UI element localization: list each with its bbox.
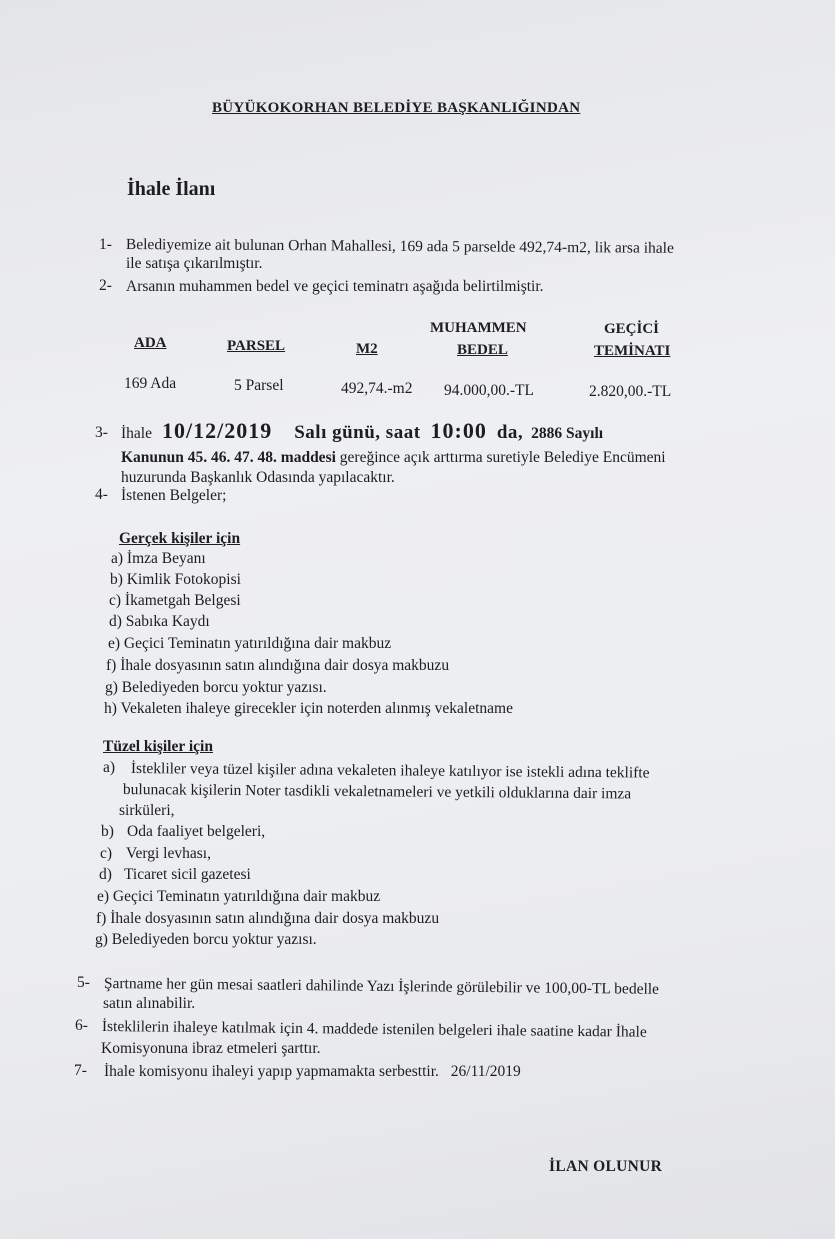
- tuzel-item-e: e) Geçici Teminatın yatırıldığına dair makbuz: [97, 888, 381, 905]
- auction-day: Salı günü, saat: [294, 422, 421, 443]
- auction-da: da,: [496, 422, 524, 443]
- tuzel-item-b-label: b): [101, 823, 114, 840]
- gercek-heading: Gerçek kişiler için: [119, 530, 241, 547]
- item-2-number: 2-: [99, 277, 112, 294]
- gercek-item-a: a) İmza Beyanı: [111, 550, 206, 567]
- item-3-number: 3-: [95, 424, 108, 441]
- tuzel-item-c-text: Vergi levhası,: [126, 845, 211, 862]
- item-2-text: Arsanın muhammen bedel ve geçici teminatrı aşağıda belirtilmiştir.: [126, 278, 544, 295]
- law-number: 2886 Sayılı: [531, 425, 604, 442]
- table-cell-m2: 492,74.-m2: [341, 380, 413, 397]
- item-5-line-1: Şartname her gün mesai saatleri dahilinde Yazı İşlerinde görülebilir ve 100,00-TL bedelle: [103, 975, 660, 998]
- table-cell-teminat: 2.820,00.-TL: [589, 383, 672, 400]
- tuzel-item-d-text: Ticaret sicil gazetesi: [124, 866, 251, 883]
- item-5-line-2: satın alınabilir.: [103, 995, 196, 1012]
- item-4-text: İstenen Belgeler;: [121, 487, 227, 504]
- table-header-bedel: BEDEL: [457, 342, 508, 358]
- item-3-line-2-rest: gereğince açık arttırma suretiyle Belediye Encümeni: [339, 449, 666, 466]
- gercek-item-f: f) İhale dosyasının satın alındığına dair dosya makbuzu: [106, 657, 450, 674]
- item-3-line-1: [121, 418, 603, 444]
- gercek-item-e: e) Geçici Teminatın yatırıldığına dair makbuz: [108, 635, 392, 652]
- tuzel-item-g: g) Belediyeden borcu yoktur yazısı.: [95, 931, 317, 948]
- tuzel-item-d-label: d): [99, 866, 112, 883]
- gercek-item-h: h) Vekaleten ihaleye girecekler için noterden alınmış vekaletname: [104, 700, 513, 717]
- law-articles: Kanunun 45. 46. 47. 48. maddesi: [121, 449, 336, 466]
- item-3-line-3: huzurunda Başkanlık Odasında yapılacaktır.: [121, 469, 395, 486]
- gercek-item-b: b) Kimlik Fotokopisi: [110, 571, 241, 588]
- tuzel-item-a-line-3: sirküleri,: [119, 802, 175, 819]
- gercek-item-d: d) Sabıka Kaydı: [109, 613, 210, 630]
- auction-time: 10:00: [430, 418, 487, 443]
- item-7-line: [104, 1063, 521, 1081]
- item-3-line-2: [121, 449, 666, 467]
- item-4-number: 4-: [95, 486, 108, 503]
- closing-statement: İLAN OLUNUR: [549, 1158, 663, 1175]
- item-3-ihale: İhale: [121, 425, 152, 442]
- item-6-number: 6-: [75, 1017, 88, 1034]
- tuzel-item-a-label: a): [103, 759, 116, 776]
- tuzel-item-f: f) İhale dosyasının satın alındığına dair dosya makbuzu: [96, 910, 440, 927]
- tuzel-heading: Tüzel kişiler için: [103, 738, 213, 755]
- table-header-m2: M2: [356, 341, 378, 357]
- item-1-line-2: ile satışa çıkarılmıştır.: [126, 255, 263, 272]
- announcement-date: 26/11/2019: [450, 1063, 521, 1080]
- item-1-number: 1-: [99, 236, 112, 253]
- tuzel-item-a-line-1: İstekliler veya tüzel kişiler adına vekaleten ihaleye katılıyor ise istekli adına teklifte: [130, 760, 650, 782]
- document-title: İhale İlanı: [127, 178, 216, 200]
- table-cell-bedel: 94.000,00.-TL: [444, 382, 534, 399]
- auction-date: 10/12/2019: [161, 418, 273, 443]
- item-7-text: İhale komisyonu ihaleyi yapıp yapmamakta serbesttir.: [104, 1063, 439, 1080]
- gercek-item-c: c) İkametgah Belgesi: [109, 592, 241, 609]
- gercek-item-g: g) Belediyeden borcu yoktur yazısı.: [105, 679, 327, 696]
- item-5-number: 5-: [77, 974, 90, 991]
- table-header-ada: ADA: [134, 335, 167, 351]
- tuzel-item-b-text: Oda faaliyet belgeleri,: [127, 823, 266, 840]
- document-header: BÜYÜKOKORHAN BELEDİYE BAŞKANLIĞINDAN: [212, 100, 581, 116]
- item-6-line-2: Komisyonuna ibraz etmeleri şarttır.: [101, 1040, 321, 1057]
- table-header-teminati: TEMİNATI: [594, 343, 671, 359]
- item-1-line-1: Belediyemize ait bulunan Orhan Mahallesi, 169 ada 5 parselde 492,74-m2, lik arsa ihale: [125, 236, 674, 257]
- table-header-gecici: GEÇİCİ: [604, 321, 660, 337]
- table-header-parsel: PARSEL: [227, 338, 286, 354]
- item-7-number: 7-: [74, 1062, 87, 1079]
- item-6-line-1: İsteklilerin ihaleye katılmak için 4. maddede istenilen belgeleri ihale saatine kadar İhale: [101, 1018, 647, 1041]
- tuzel-item-a-line-2: bulunacak kişilerin Noter tasdikli vekaletnameleri ve yetkili olduklarına dair imza: [122, 781, 632, 803]
- table-cell-ada: 169 Ada: [124, 375, 177, 392]
- tuzel-item-c-label: c): [100, 845, 113, 862]
- table-cell-parsel: 5 Parsel: [234, 377, 284, 394]
- table-header-muhammen: MUHAMMEN: [430, 320, 527, 336]
